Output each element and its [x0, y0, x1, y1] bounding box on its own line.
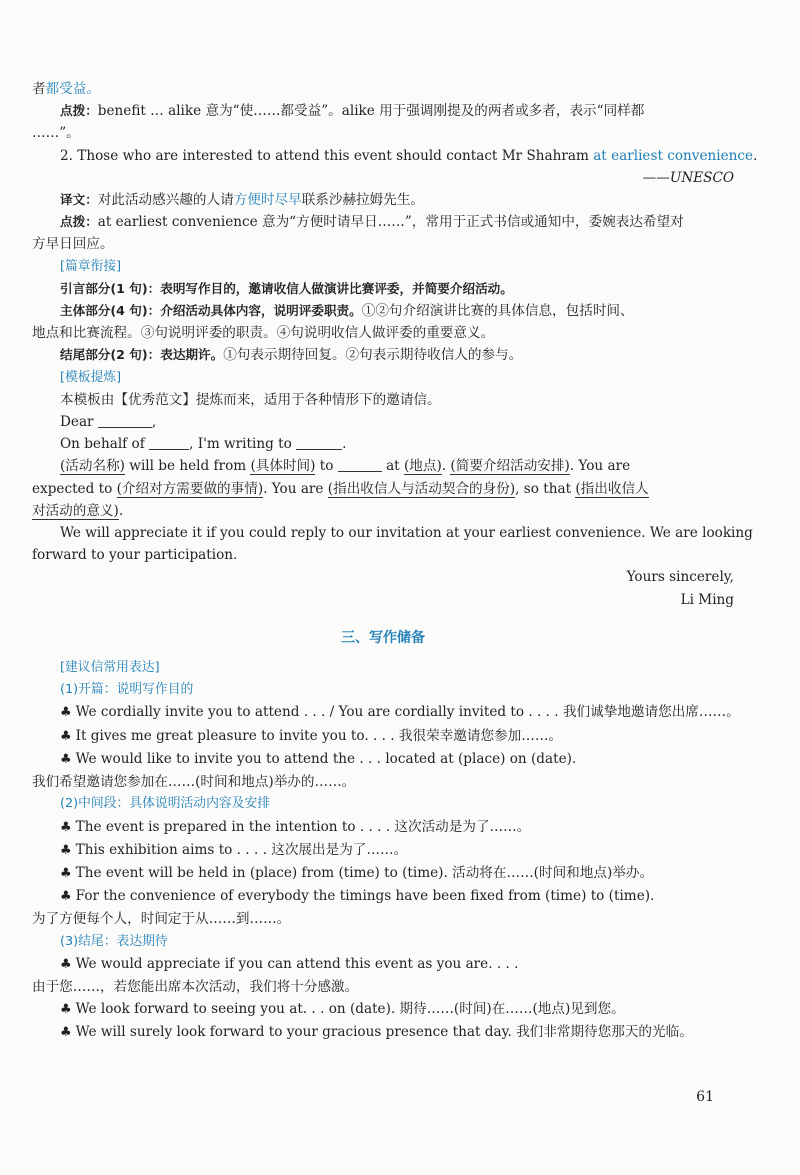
example-text: 2. Those who are interested to attend this event should contact Mr Shahram: [60, 147, 594, 164]
template-slot: (介绍对方需要做的事情): [116, 480, 264, 497]
highlight-phrase: at earliest convenience: [593, 147, 754, 164]
expression-item: [32, 1021, 734, 1044]
blank-line: [296, 435, 342, 450]
club-icon: ♣: [60, 842, 72, 858]
blank-line: [98, 413, 152, 428]
structure-detail: ①句表示期待回复。②句表示期待收信人的参与。: [223, 347, 523, 364]
signature-closing: Yours sincerely,: [626, 569, 734, 586]
template-slot: (活动名称): [60, 458, 125, 475]
template-closing-2: forward to your participation.: [32, 547, 238, 564]
section-title: 三、写作储备: [341, 629, 425, 646]
template-slot: (指出收信人与活动契合的身份): [327, 480, 516, 497]
text: to: [315, 458, 338, 475]
structure-text: 表达期许。: [160, 347, 224, 363]
club-icon: ♣: [60, 819, 72, 835]
expression-item: [32, 725, 734, 748]
expression-translation: 由于您……，若您能出席本次活动，我们将十分感激。: [32, 978, 359, 995]
structure-detail: ①②句介绍演讲比赛的具体信息，包括时间、: [361, 303, 634, 320]
punctuation: ,: [151, 414, 157, 431]
structure-label: 引言部分(1 句)：: [60, 280, 161, 296]
template-dear: [32, 411, 734, 433]
expression-item: [32, 862, 734, 885]
tip-line-2: [32, 122, 734, 144]
highlight-text: 都受益。: [45, 81, 100, 97]
punctuation: .: [753, 147, 758, 164]
subheading-opening: (1)开篇：说明写作目的: [60, 682, 194, 698]
signature-name: Li Ming: [680, 591, 734, 608]
expression-item: [32, 816, 734, 839]
text: 者: [32, 81, 46, 97]
template-paragraph-1b: [32, 478, 734, 500]
text: will be held from: [124, 458, 251, 475]
section-heading-template: [模板提炼]: [60, 369, 122, 385]
source-citation: ——UNESCO: [642, 169, 734, 186]
template-slot: (简要介绍活动安排): [450, 458, 570, 475]
expression-item: [32, 748, 734, 771]
section-heading-expressions: [建议信常用表达]: [60, 660, 160, 676]
text: . You are: [569, 458, 631, 475]
tip-text: ……”。: [32, 125, 80, 142]
structure-text: 表明写作目的，邀请收信人做演讲比赛评委，并简要介绍活动。: [160, 280, 513, 296]
text: expected to: [32, 480, 117, 497]
expression-text: We will surely look forward to your gracious presence that day. 我们非常期待您那天的光临。: [75, 1024, 693, 1041]
club-icon: ♣: [60, 1025, 72, 1041]
text: On behalf of: [60, 436, 145, 453]
expression-text: This exhibition aims to . . . . 这次展出是为了……。: [75, 841, 408, 858]
example-sentence: [32, 145, 758, 167]
expression-item: [32, 953, 734, 976]
translation-line: [32, 189, 734, 211]
club-icon: ♣: [60, 751, 72, 767]
club-icon: ♣: [60, 728, 72, 744]
tip-text: 方早日回应。: [32, 236, 114, 253]
club-icon: ♣: [60, 956, 72, 972]
expression-item: [32, 998, 734, 1021]
text: . You are: [263, 480, 328, 497]
expression-text: The event will be held in (place) from (time) to (time). 活动将在……(时间和地点)举办。: [75, 864, 654, 881]
expression-text: We cordially invite you to attend . . . / You are cordially invited to . . . . 我们诚挚地邀请您出席……。: [75, 704, 740, 721]
tip-text: benefit … alike 意为“使……都受益”。alike 用于强调刚提及的两者或多者，表示“同样都: [97, 103, 645, 120]
club-icon: ♣: [60, 1002, 72, 1018]
page-number: 61: [696, 1089, 714, 1105]
structure-detail: 地点和比赛流程。③句说明评委的职责。④句说明收信人做评委的重要意义。: [32, 325, 495, 342]
tip-text: at earliest convenience 意为“方便时请早日……”，常用于正式书信或通知中，委婉表达希望对: [97, 214, 684, 231]
template-closing-1: We will appreciate it if you could reply to our invitation at your earliest convenience. We are looking: [60, 525, 753, 542]
text: at: [381, 458, 404, 475]
text: .: [441, 458, 451, 475]
text: , I'm writing to: [189, 436, 292, 453]
salutation: Dear: [60, 414, 94, 431]
club-icon: ♣: [60, 865, 72, 881]
text: 联系沙赫拉姆先生。: [301, 192, 425, 209]
club-icon: ♣: [60, 705, 72, 721]
structure-body: [32, 300, 734, 322]
expression-text: It gives me great pleasure to invite you to. . . . 我很荣幸邀请您参加……。: [75, 727, 563, 744]
expression-text: We would appreciate if you can attend this event as you are. . . .: [75, 955, 519, 972]
template-slot: 对活动的意义): [32, 502, 119, 519]
text: 对此活动感兴趣的人请: [97, 192, 234, 209]
structure-intro: [32, 278, 734, 300]
expression-text: We look forward to seeing you at. . . on (date). 期待……(时间)在……(地点)见到您。: [75, 1001, 625, 1018]
translation-label: 译文：: [60, 192, 98, 208]
expression-item: [32, 839, 734, 862]
template-intro: 本模板由【优秀范文】提炼而来，适用于各种情形下的邀请信。: [60, 391, 441, 408]
tip-line: [32, 211, 734, 233]
template-slot: (具体时间): [250, 458, 316, 475]
template-slot: (指出收信人: [575, 480, 649, 497]
expression-item: [32, 885, 734, 908]
template-behalf: [32, 433, 734, 455]
punctuation: .: [342, 436, 347, 453]
subheading-ending: (3)结尾：表达期待: [60, 933, 168, 949]
tip-label: 点拨：: [60, 214, 98, 230]
tip-line: [32, 100, 734, 122]
punctuation: .: [118, 502, 124, 519]
structure-label: 主体部分(4 句)：: [60, 303, 161, 319]
expression-text: We would like to invite you to attend the . . . located at (place) on (date).: [75, 750, 577, 767]
continuation-line: [32, 78, 734, 100]
expression-item: [32, 701, 740, 724]
expression-translation: 为了方便每个人，时间定于从……到……。: [32, 911, 291, 928]
expression-translation: 我们希望邀请您参加在……(时间和地点)举办的……。: [32, 774, 356, 791]
template-paragraph-1c: [32, 500, 734, 522]
text: , so that: [515, 480, 576, 497]
blank-line: [338, 457, 382, 472]
highlight-text: 方便时尽早: [233, 192, 302, 209]
structure-body-2: [32, 322, 734, 344]
tip-line-2: [32, 233, 734, 255]
subheading-middle: (2)中间段：具体说明活动内容及安排: [60, 796, 271, 812]
club-icon: ♣: [60, 889, 72, 905]
blank-line: [149, 435, 189, 450]
structure-text: 介绍活动具体内容，说明评委职责。: [160, 303, 362, 319]
tip-label: 点拨：: [60, 103, 98, 119]
structure-end: [32, 344, 734, 366]
template-paragraph-1: [32, 455, 734, 477]
section-heading-structure: [篇章衔接]: [60, 258, 122, 274]
structure-label: 结尾部分(2 句)：: [60, 347, 161, 363]
template-slot: (地点): [403, 458, 442, 475]
expression-text: For the convenience of everybody the timings have been fixed from (time) to (time).: [75, 888, 655, 905]
expression-text: The event is prepared in the intention to . . . . 这次活动是为了……。: [75, 818, 531, 835]
